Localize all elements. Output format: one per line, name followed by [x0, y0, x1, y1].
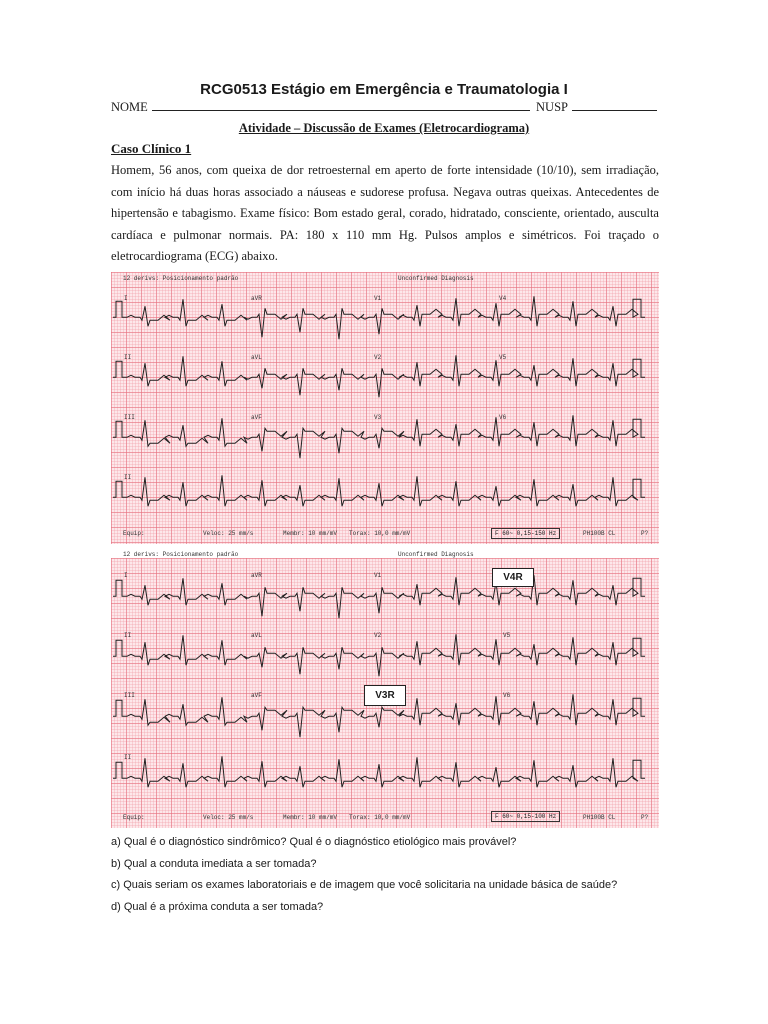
ecg-1-lead-V3: V3 — [374, 414, 382, 421]
ecg-2-lead-I: I — [124, 572, 128, 579]
case-description: Homem, 56 anos, com queixa de dor retroesternal em aperto de forte intensidade (10/10), sem irradiação, com início há duas horas associado a náuseas e sudorese profusa. Negava outras queixas. Antecedentes de hipertensão e tabagismo. Exame físico: Bom estado geral, corado, hidratado, consciente, orientado, ausculta cardíaca e pulmonar normais. PA: 180 x 110 mm Hg. Pulsos amplos e simétricos. Foi traçado o eletrocardiograma (ECG) abaixo. — [111, 163, 659, 263]
question-c: c) Quais seriam os exames laboratoriais e de imagem que você solicitaria na unidade básica de saúde? — [111, 879, 618, 891]
ecg-2-equip: Equip: — [123, 814, 145, 821]
ecg-trace-row-1 — [113, 296, 645, 339]
ecg-1-lead-V4: V4 — [499, 295, 507, 302]
ecg-1-limb-gain: Membr: 10 mm/mV — [283, 530, 338, 537]
ecg-1-lead-II-rhythm: II — [124, 474, 132, 481]
ecg-1-lead-III: III — [124, 414, 135, 421]
ecg-trace-row-2 — [113, 355, 645, 397]
ecg-1-lead-aVR: aVR — [251, 295, 262, 302]
ecg-tracing-2 — [111, 551, 659, 828]
v3r-label: V3R — [364, 685, 406, 706]
ecg-1-lead-V5: V5 — [499, 354, 507, 361]
ecg-1-lead-V2: V2 — [374, 354, 382, 361]
ecg-2-lead-V6: V6 — [503, 692, 511, 699]
document-title: RCG0513 Estágio em Emergência e Traumatologia I — [200, 81, 568, 98]
question-d: d) Qual é a próxima conduta a ser tomada? — [111, 901, 324, 913]
ecg-2-filter: F 60~ 0,15-100 Hz — [491, 811, 560, 822]
ecg-2-lead-aVL: aVL — [251, 632, 262, 639]
ecg-1-lead-aVL: aVL — [251, 354, 262, 361]
ecg-1-equip: Equip: — [123, 530, 145, 537]
ecg-1-filter: F 60~ 0,15-150 Hz — [491, 528, 560, 539]
ecg-2-lead-II-rhythm: II — [124, 754, 132, 761]
name-line — [111, 99, 657, 115]
ecg-1-lead-V1: V1 — [374, 295, 382, 302]
ecg-1-speed: Veloc: 25 mm/s — [203, 530, 254, 537]
activity-subtitle: Atividade – Discussão de Exames (Eletrocardiograma) — [238, 121, 530, 135]
case-title: Caso Clínico 1 — [111, 141, 192, 156]
nome-label: NOME — [111, 100, 148, 114]
v4r-label: V4R — [492, 568, 534, 587]
ecg-1-lead-V6: V6 — [499, 414, 507, 421]
ecg-1-lead-aVF: aVF — [251, 414, 262, 421]
ecg-2-header-center: Unconfirmed Diagnosis — [398, 551, 474, 558]
ecg-2-limb-gain: Membr: 10 mm/mV — [283, 814, 338, 821]
ecg-trace-row-4 — [113, 756, 645, 787]
ecg-2-page: P? — [641, 814, 649, 821]
ecg-trace-row-4 — [113, 475, 645, 506]
ecg-1-waveforms — [111, 272, 659, 544]
ecg-trace-row-3 — [113, 415, 645, 458]
ecg-tracing-1 — [111, 272, 659, 544]
nusp-blank — [572, 99, 657, 111]
ecg-2-device: PH100B CL — [583, 814, 616, 821]
ecg-2-lead-V1: V1 — [374, 572, 382, 579]
ecg-1-page: P? — [641, 530, 649, 537]
ecg-1-device: PH100B CL — [583, 530, 616, 537]
ecg-1-lead-I: I — [124, 295, 128, 302]
ecg-1-header-left: 12 derivs: Posicionamento padrão — [123, 275, 239, 282]
ecg-trace-row-1 — [113, 575, 645, 618]
ecg-2-lead-V2: V2 — [374, 632, 382, 639]
nusp-label: NUSP — [536, 100, 568, 114]
ecg-trace-row-2 — [113, 634, 645, 676]
ecg-2-lead-II: II — [124, 632, 132, 639]
ecg-2-speed: Veloc: 25 mm/s — [203, 814, 254, 821]
ecg-2-lead-aVR: aVR — [251, 572, 262, 579]
ecg-2-header-left: 12 derivs: Posicionamento padrão — [123, 551, 239, 558]
ecg-1-lead-II: II — [124, 354, 132, 361]
ecg-2-lead-V5: V5 — [503, 632, 511, 639]
ecg-1-header-center: Unconfirmed Diagnosis — [398, 275, 474, 282]
ecg-2-chest-gain: Torax: 10,0 mm/mV — [349, 814, 411, 821]
question-b: b) Qual a conduta imediata a ser tomada? — [111, 858, 317, 870]
question-a: a) Qual é o diagnóstico sindrômico? Qual é o diagnóstico etiológico mais provável? — [111, 836, 517, 848]
ecg-1-chest-gain: Torax: 10,0 mm/mV — [349, 530, 411, 537]
nome-blank — [152, 99, 530, 111]
ecg-2-lead-aVF: aVF — [251, 692, 262, 699]
ecg-2-lead-III: III — [124, 692, 135, 699]
